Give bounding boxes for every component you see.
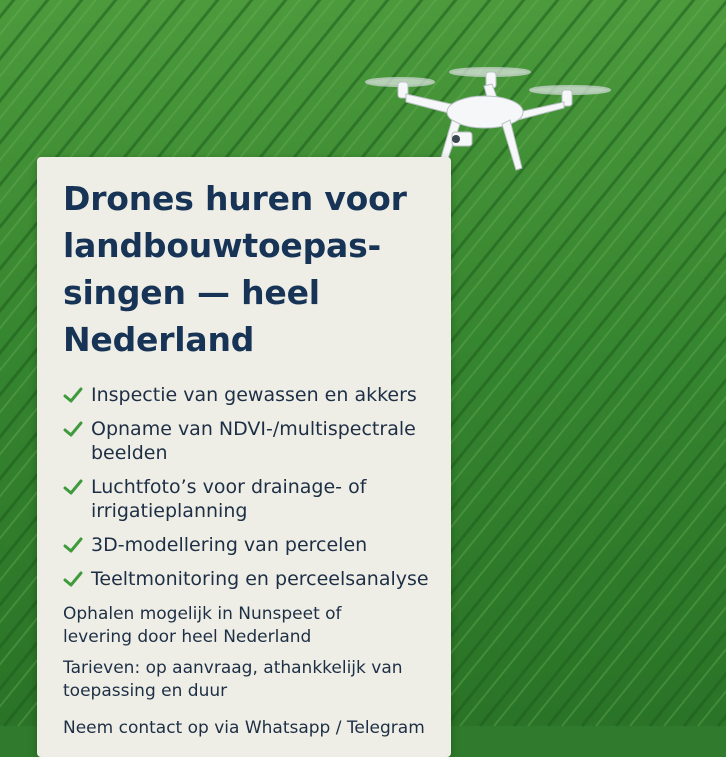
feature-text: Opname van NDVI-/multispectrale — [91, 418, 416, 440]
headline — [63, 175, 439, 363]
check-icon — [63, 478, 83, 496]
check-icon — [63, 386, 83, 404]
contact-info: Neem contact op via Whatsapp / Telegram — [63, 718, 425, 738]
feature-list — [63, 383, 439, 591]
feature-text: irrigatieplanning — [91, 500, 248, 522]
feature-item — [63, 383, 439, 407]
headline-line: Drones huren voor — [63, 179, 407, 218]
feature-text: Luchtfoto’s voor drainage- of — [91, 476, 367, 498]
check-icon — [63, 536, 83, 554]
feature-text: 3D-modellering van percelen — [91, 534, 368, 556]
headline-line: landbouwtoepas- — [63, 226, 382, 265]
rates-line: Tarieven: op aanvraag, athankkelijk van — [63, 658, 403, 678]
feature-item — [63, 475, 439, 523]
rates-info — [63, 657, 439, 703]
check-icon — [63, 420, 83, 438]
feature-item — [63, 417, 439, 465]
feature-item — [63, 567, 439, 591]
feature-text: beelden — [91, 442, 168, 464]
pickup-line: Ophalen mogelijk in Nunspeet of — [63, 604, 342, 624]
feature-item — [63, 533, 439, 557]
headline-line: Nederland — [63, 320, 255, 359]
ad-card — [37, 157, 451, 757]
rates-line: toepassing en duur — [63, 681, 228, 701]
feature-text: Teeltmonitoring en perceelsanalyse — [91, 568, 429, 590]
pickup-info — [63, 603, 439, 649]
pickup-line: levering door heel Nederland — [63, 627, 312, 647]
headline-line: singen — heel — [63, 273, 320, 312]
check-icon — [63, 570, 83, 588]
feature-text: Inspectie van gewassen en akkers — [91, 384, 417, 406]
